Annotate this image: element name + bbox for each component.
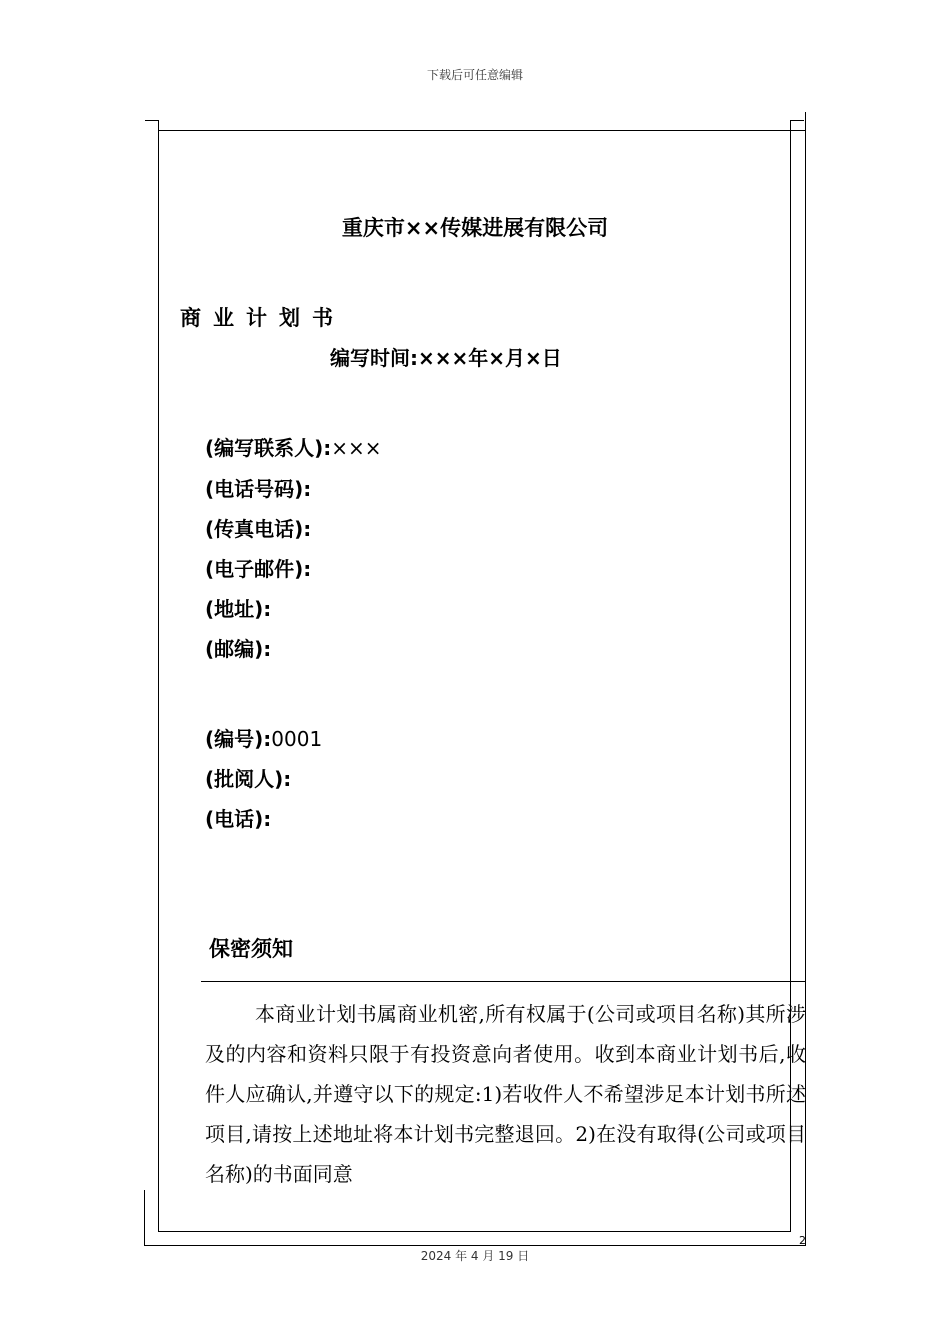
number-value: 0001 — [271, 727, 323, 751]
doc-title: 商业计划书 — [180, 306, 345, 330]
number-row — [205, 723, 322, 752]
postcode-label: (邮编): — [205, 637, 272, 661]
notice-divider — [201, 981, 806, 982]
written-time: 编写时间:×××年×月×日 — [330, 346, 562, 370]
reviewer-row — [205, 763, 291, 792]
frame-outer-bottom-line — [144, 1245, 806, 1246]
contact-person-label: (编写联系人): — [205, 436, 332, 460]
email-row — [205, 553, 311, 582]
fax-label: (传真电话): — [205, 517, 312, 541]
reviewer-label: (批阅人): — [205, 767, 292, 791]
record-phone-row — [205, 803, 271, 832]
header-note: 下载后可任意编辑 — [426, 68, 523, 82]
frame-top-short-line — [145, 120, 159, 121]
frame-top-line — [159, 130, 805, 131]
page-number: 2 — [799, 1234, 806, 1247]
phone-label: (电话号码): — [205, 477, 312, 501]
address-label: (地址): — [205, 597, 272, 621]
frame-top-short-line-right — [790, 120, 804, 121]
contact-person-row — [205, 432, 382, 461]
frame-outer-left-line — [144, 1190, 145, 1246]
contact-person-value: ××× — [331, 436, 382, 460]
phone-row — [205, 473, 311, 502]
frame-bottom-line — [159, 1231, 791, 1232]
number-label: (编号): — [205, 727, 272, 751]
address-row — [205, 593, 271, 622]
fax-row — [205, 513, 311, 542]
notice-heading: 保密须知 — [209, 937, 293, 961]
record-phone-label: (电话): — [205, 807, 272, 831]
email-label: (电子邮件): — [205, 557, 312, 581]
frame-left-line — [158, 120, 159, 1232]
notice-body: 本商业计划书属商业机密,所有权属于(公司或项目名称)其所涉及的内容和资料只限于有投资意向者使用。收到本商业计划书后,收件人应确认,并遵守以下的规定:1)若收件人不希望涉足本计划书所述项目,请按上述地址将本计划书完整退回。2)在没有取得(公司或项目名称)的书面同意 — [205, 1002, 806, 1186]
footer-date: 2024 年 4 月 19 日 — [420, 1249, 530, 1263]
postcode-row — [205, 633, 271, 662]
company-name: 重庆市××传媒进展有限公司 — [341, 216, 609, 240]
